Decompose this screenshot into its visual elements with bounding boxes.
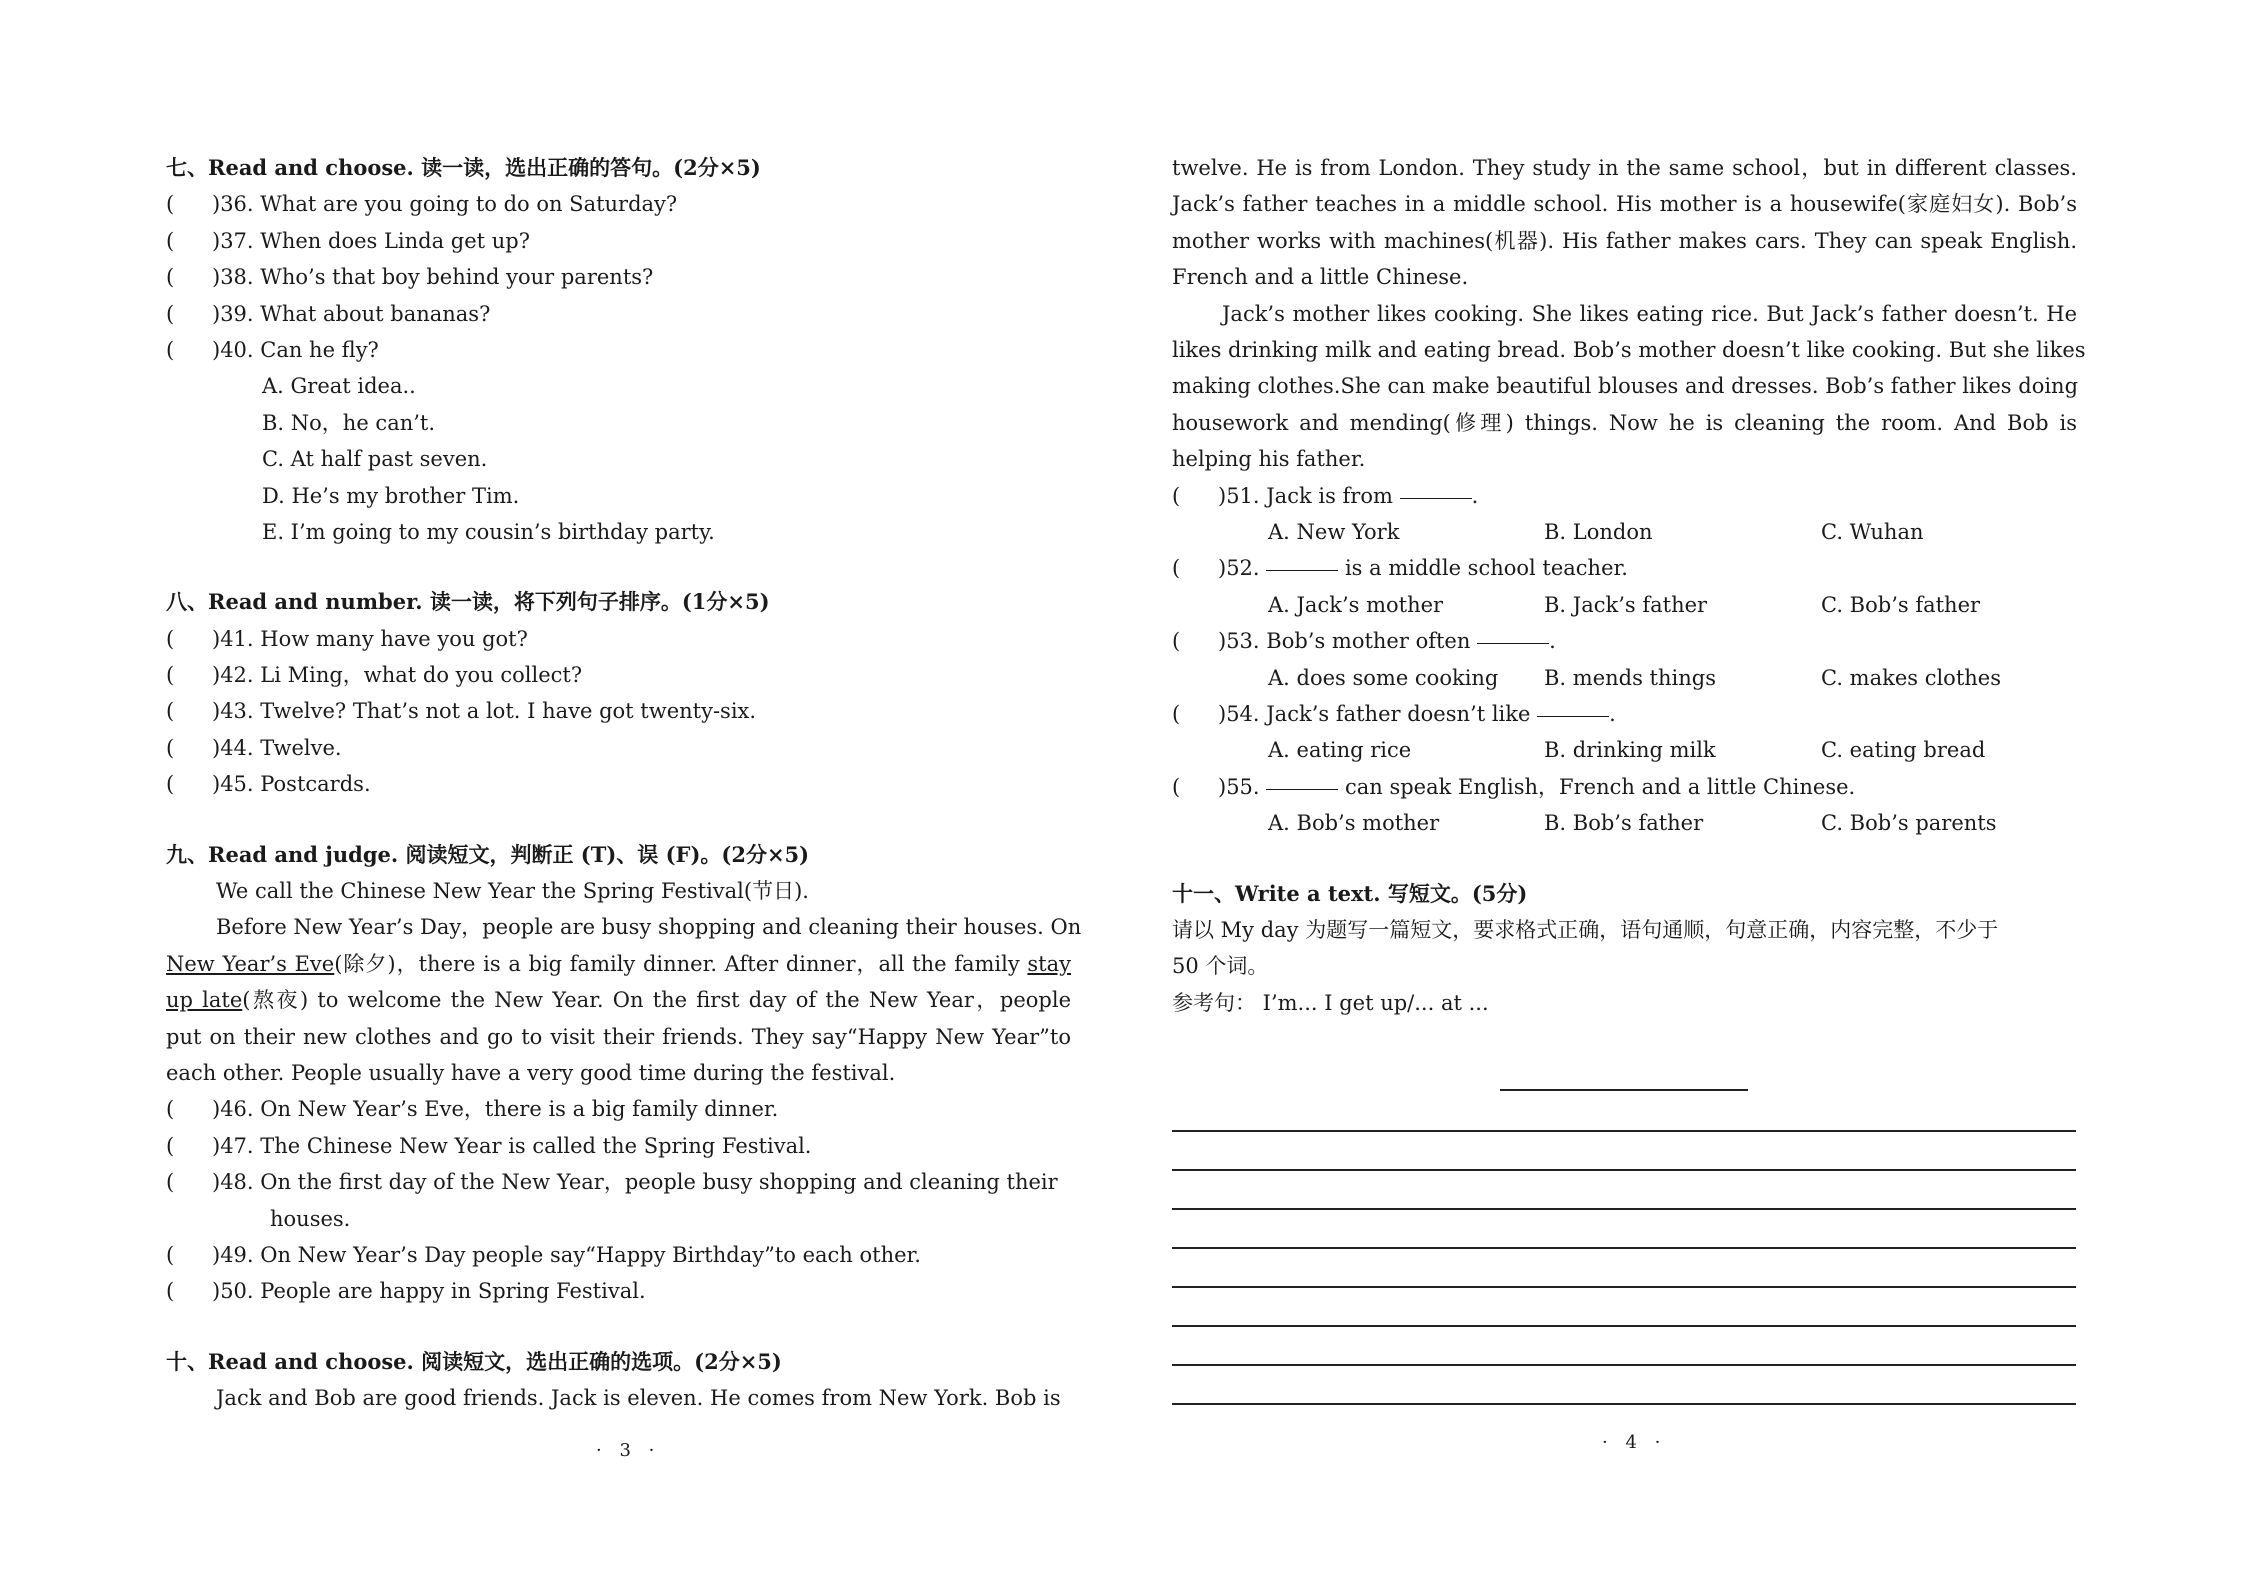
writing-line[interactable] [1172, 1169, 2076, 1171]
question-52-options: A. Jack’s mother B. Jack’s father C. Bob’s father [1268, 592, 1981, 617]
writing-line[interactable] [1172, 1286, 2076, 1288]
writing-instructions: 请以 My day 为题写一篇短文，要求格式正确，语句通顺，句意正确，内容完整，不少于 [1172, 917, 1999, 942]
section-11-heading: 十一、Write a text. 写短文。(5分) [1172, 880, 1528, 906]
underlined-term: stay [1027, 951, 1071, 976]
passage-line: We call the Chinese New Year the Spring Festival(节日). [216, 879, 809, 904]
writing-line[interactable] [1172, 1208, 2076, 1210]
option-e: E. I’m going to my cousin’s birthday party. [262, 519, 715, 544]
question-41: ( )41. How many have you got? [166, 626, 528, 651]
underlined-term: up late [166, 988, 243, 1013]
option-b: B. No，he can’t. [262, 410, 436, 435]
option-c: C. At half past seven. [262, 447, 488, 472]
question-53: ( )53. Bob’s mother often . [1172, 623, 2077, 659]
question-47: ( )47. The Chinese New Year is called the Spring Festival. [166, 1133, 812, 1158]
question-52: ( )52. is a middle school teacher. [1172, 550, 2077, 586]
question-55-options: A. Bob’s mother B. Bob’s father C. Bob’s parents [1268, 811, 1997, 836]
writing-line[interactable] [1172, 1325, 2076, 1327]
question-40: ( )40. Can he fly? [166, 337, 379, 362]
answer-blank [1537, 696, 1609, 717]
reference-sentences: 参考句： I’m... I get up/... at ... [1172, 990, 1489, 1015]
answer-blank [1477, 623, 1549, 644]
underlined-term: New Year’s Eve [166, 951, 335, 976]
passage-paragraph: Before New Year’s Day，people are busy shopping and cleaning their houses. On New Year’s Eve(除夕)，there is a big family dinner. After dinner，all the family stay up late(熬夜) to welcome the New Year. On the first day of the New Year，people put on their new clothes and go to visit their friends. They say“Happy New Year”to each other. People usually have a very good time during the festival. [166, 915, 1082, 1086]
option-a: A. Great idea.. [262, 374, 416, 399]
question-51-options: A. New York B. London C. Wuhan [1268, 520, 1924, 545]
passage-paragraph: twelve. He is from London. They study in the same school，but in different classes. Jack’s father teaches in a middle school. His mother is a housewife(家庭妇女). Bob’s mother works with machines(机器). His father makes cars. They can speak English. French and a little Chinese. Jack’s mother likes cooking. She likes eating rice. But Jack’s father doesn’t. He likes drinking milk and eating bread. Bob’s mother doesn’t like cooking. But she likes making clothes.She can make beautiful blouses and dresses. Bob’s father likes doing housework and mending(修理) things. Now he is cleaning the room. And Bob is helping his father. [1172, 156, 2086, 472]
question-43: ( )43. Twelve? That’s not a lot. I have got twenty-six. [166, 699, 757, 724]
question-46: ( )46. On New Year’s Eve，there is a big family dinner. [166, 1097, 779, 1122]
writing-line[interactable] [1172, 1364, 2076, 1366]
passage-line: Jack and Bob are good friends. Jack is eleven. He comes from New York. Bob is [216, 1386, 1061, 1411]
question-51: ( )51. Jack is from . [1172, 478, 2077, 514]
question-54-options: A. eating rice B. drinking milk C. eating bread [1268, 738, 1986, 763]
question-54: ( )54. Jack’s father doesn’t like . [1172, 696, 2077, 732]
writing-line[interactable] [1172, 1403, 2076, 1405]
question-42: ( )42. Li Ming，what do you collect? [166, 663, 583, 688]
writing-line[interactable] [1172, 1247, 2076, 1249]
question-44: ( )44. Twelve. [166, 735, 342, 760]
page-number-3: · 3 · [596, 1440, 661, 1461]
answer-blank [1266, 769, 1338, 790]
page-number-4: · 4 · [1602, 1432, 1667, 1453]
title-writing-line[interactable] [1500, 1089, 1748, 1091]
section-7-heading: 七、Read and choose. 读一读，选出正确的答句。(2分×5) [166, 155, 761, 180]
page-4 [1172, 150, 2086, 1021]
question-50: ( )50. People are happy in Spring Festival. [166, 1279, 646, 1304]
question-39: ( )39. What about bananas? [166, 301, 491, 326]
question-53-options: A. does some cooking B. mends things C. makes clothes [1268, 665, 2001, 690]
question-36: ( )36. What are you going to do on Saturday? [166, 192, 678, 217]
option-d: D. He’s my brother Tim. [262, 483, 520, 508]
section-9-heading: 九、Read and judge. 阅读短文，判断正 (T)、误 (F)。(2分×5) [166, 841, 810, 867]
page-3 [166, 150, 1082, 1417]
writing-line[interactable] [1172, 1130, 2076, 1132]
question-45: ( )45. Postcards. [166, 772, 371, 797]
question-48-continued: houses. [270, 1206, 351, 1231]
writing-instructions-continued: 50 个词。 [1172, 954, 1269, 979]
section-10-heading: 十、Read and choose. 阅读短文，选出正确的选项。(2分×5) [166, 1348, 782, 1374]
question-37: ( )37. When does Linda get up? [166, 228, 531, 253]
question-49: ( )49. On New Year’s Day people say“Happy Birthday”to each other. [166, 1243, 921, 1268]
answer-blank [1266, 550, 1338, 571]
section-8-heading: 八、Read and number. 读一读，将下列句子排序。(1分×5) [166, 589, 770, 615]
question-48: ( )48. On the first day of the New Year，people busy shopping and cleaning their [166, 1170, 1058, 1195]
question-38: ( )38. Who’s that boy behind your parents? [166, 265, 654, 290]
question-55: ( )55. can speak English，French and a little Chinese. [1172, 769, 2077, 805]
answer-blank [1400, 478, 1472, 499]
